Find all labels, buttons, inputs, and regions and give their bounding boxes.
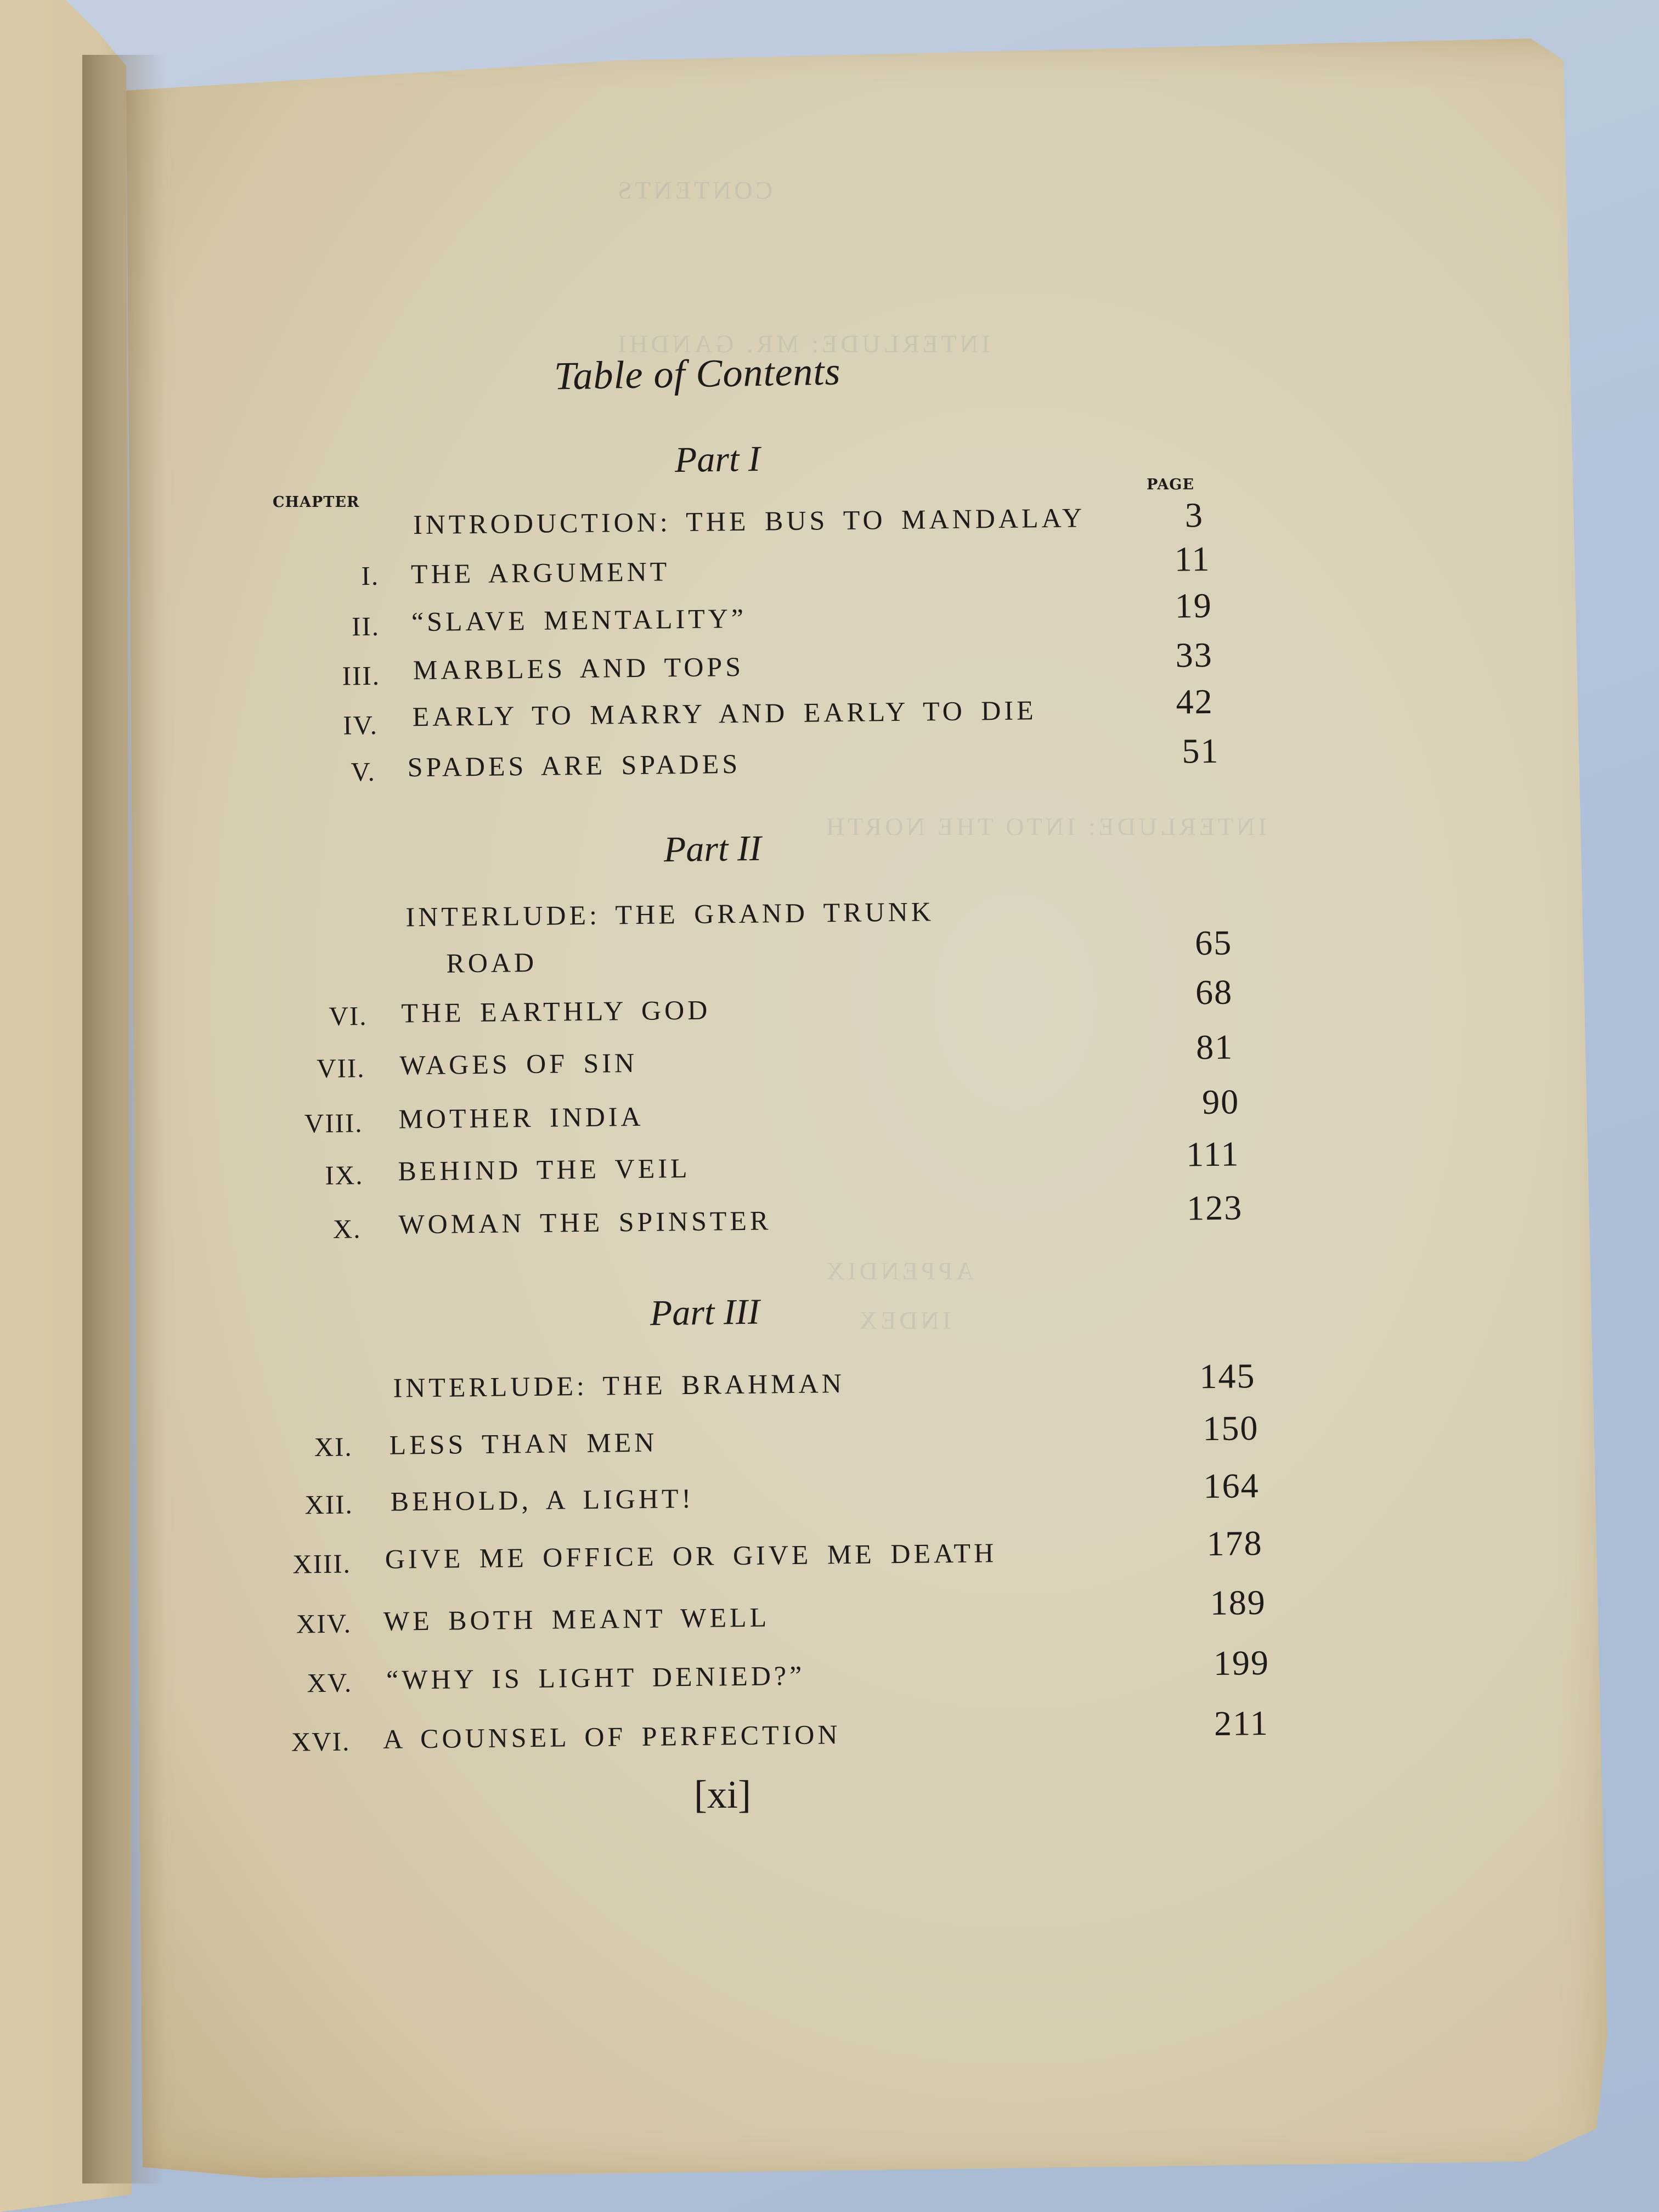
entry-page: 178 xyxy=(1206,1523,1263,1564)
entry-numeral: VI. xyxy=(329,1001,368,1031)
entry-title: THE ARGUMENT xyxy=(410,556,670,590)
entry-title: “WHY IS LIGHT DENIED?” xyxy=(386,1660,805,1695)
entry-page: 123 xyxy=(1186,1188,1243,1228)
entry-title: MARBLES AND TOPS xyxy=(413,651,744,686)
entry-page: 51 xyxy=(1182,731,1220,771)
entry-page: 145 xyxy=(1199,1356,1256,1396)
entry-page: 81 xyxy=(1195,1027,1234,1067)
entry-page: 33 xyxy=(1175,635,1213,675)
show-through-text: CONTENTS xyxy=(614,176,773,204)
entry-numeral: XIV. xyxy=(296,1608,352,1639)
entry-numeral: XII. xyxy=(304,1489,354,1520)
entry-title: THE EARTHLY GOD xyxy=(401,994,711,1029)
entry-numeral: II. xyxy=(351,611,380,642)
entry-page: 42 xyxy=(1176,681,1214,721)
entry-numeral: V. xyxy=(351,756,376,787)
entry-numeral: XI. xyxy=(314,1431,353,1463)
entry-page: 189 xyxy=(1210,1582,1267,1623)
entry-title: SPADES ARE SPADES xyxy=(407,748,741,783)
entry-title: INTERLUDE: THE GRAND TRUNK xyxy=(405,896,935,933)
entry-numeral: XV. xyxy=(307,1667,353,1699)
entry-numeral: XIII. xyxy=(292,1548,352,1579)
entry-title: EARLY TO MARRY AND EARLY TO DIE xyxy=(412,695,1037,732)
entry-title: “SLAVE MENTALITY” xyxy=(411,602,747,637)
entry-numeral: VII. xyxy=(316,1053,365,1084)
part-heading-1: Part I xyxy=(674,438,761,481)
entry-title: GIVE ME OFFICE OR GIVE ME DEATH xyxy=(385,1537,997,1575)
entry-page: 11 xyxy=(1174,539,1211,579)
entry-title: INTRODUCTION: THE BUS TO MANDALAY xyxy=(413,502,1086,540)
show-through-text: INTERLUDE: MR. GANDHI xyxy=(614,330,990,358)
entry-page: 90 xyxy=(1201,1082,1240,1122)
page-number-folio: [xi] xyxy=(694,1773,751,1816)
entry-page: 111 xyxy=(1186,1134,1240,1174)
entry-title: WE BOTH MEANT WELL xyxy=(383,1601,770,1637)
entry-page: 199 xyxy=(1213,1643,1270,1683)
entry-title: LESS THAN MEN xyxy=(389,1426,658,1460)
entry-page: 19 xyxy=(1175,585,1213,625)
entry-numeral: VIII. xyxy=(304,1108,363,1139)
show-through-text: INDEX xyxy=(856,1306,951,1334)
entry-title: BEHOLD, A LIGHT! xyxy=(390,1482,695,1517)
entry-numeral: IV. xyxy=(342,709,379,741)
chapter-column-header: CHAPTER xyxy=(273,494,360,511)
part-heading-3: Part III xyxy=(650,1291,760,1334)
part-heading-2: Part II xyxy=(663,828,762,870)
entry-title: WAGES OF SIN xyxy=(399,1047,638,1081)
entry-title: WOMAN THE SPINSTER xyxy=(398,1205,772,1240)
entry-page: 3 xyxy=(1184,495,1204,535)
entry-numeral: XVI. xyxy=(291,1726,351,1757)
entry-page: 211 xyxy=(1214,1703,1269,1743)
entry-title: A COUNSEL OF PERFECTION xyxy=(382,1719,841,1754)
show-through-text: APPENDIX xyxy=(823,1257,974,1285)
show-through-text: INTERLUDE: INTO THE NORTH xyxy=(823,812,1267,840)
entry-page: 164 xyxy=(1203,1466,1260,1506)
entry-title: INTERLUDE: THE BRAHMAN xyxy=(393,1368,845,1403)
entry-page: 65 xyxy=(1194,923,1233,963)
entry-page: 150 xyxy=(1203,1408,1259,1448)
entry-numeral: III. xyxy=(342,660,381,691)
entry-numeral: IX. xyxy=(325,1160,364,1190)
page-title: Table of Contents xyxy=(554,349,842,398)
entry-numeral: X. xyxy=(332,1214,362,1244)
entry-page: 68 xyxy=(1195,972,1233,1012)
entry-numeral: I. xyxy=(361,560,380,591)
entry-title: BEHIND THE VEIL xyxy=(398,1152,691,1187)
entry-title: MOTHER INDIA xyxy=(398,1101,644,1135)
page-column-header: PAGE xyxy=(1147,476,1194,493)
entry-title-continued: ROAD xyxy=(446,946,538,979)
